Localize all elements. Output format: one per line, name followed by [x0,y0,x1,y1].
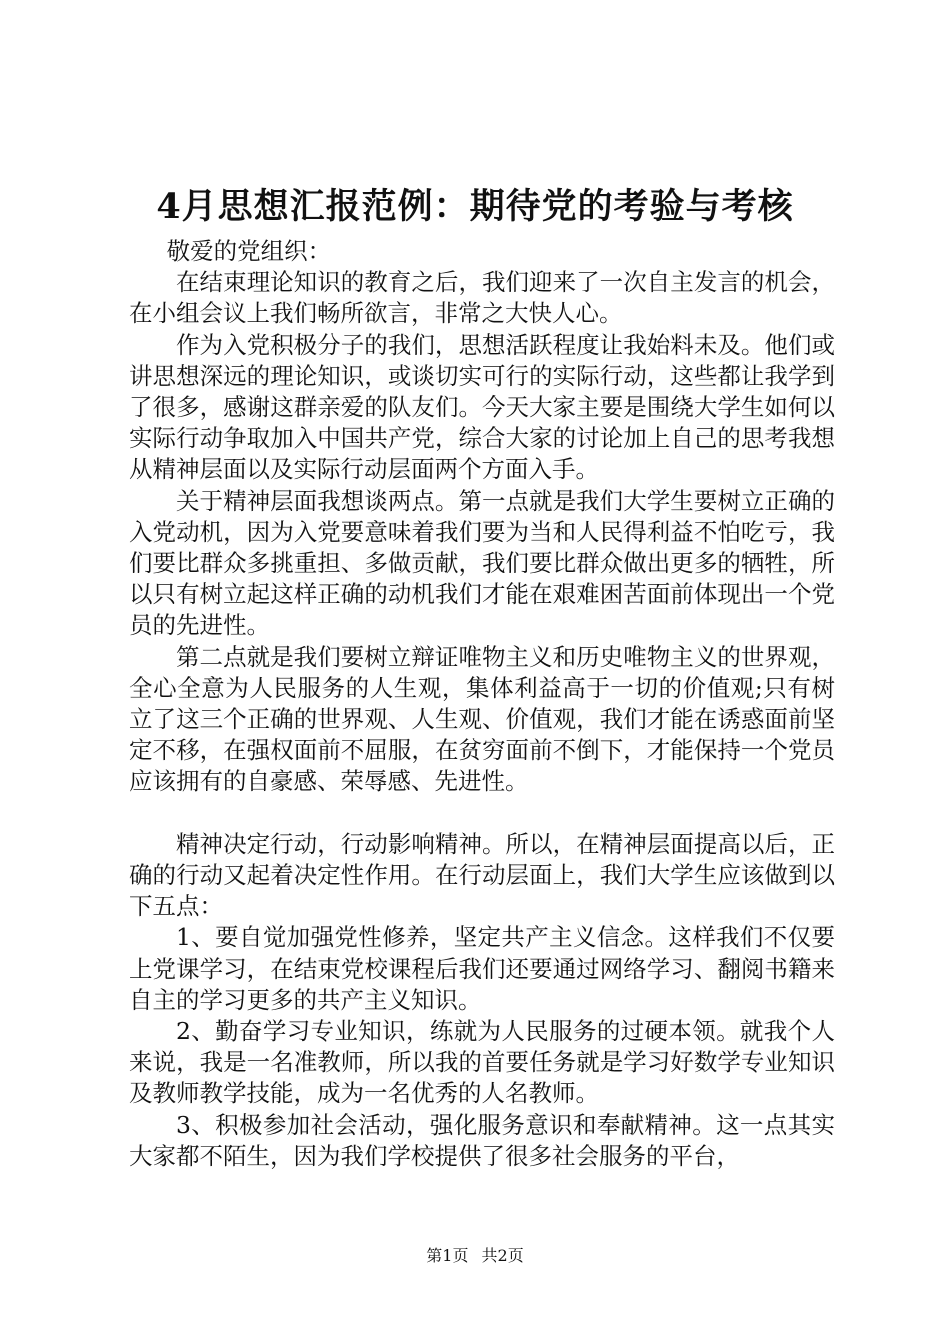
paragraph-3: 关于精神层面我想谈两点。第一点就是我们大学生要树立正确的入党动机，因为入党要意味着我们要为当和人民得利益不怕吃亏，我们要比群众多挑重担、多做贡献，我们要比群众做出更多的牺牲，所以只有树立起这样正确的动机我们才能在艰难困苦面前体现出一个党员的先进性。 [129,486,835,640]
blank-line [129,798,835,829]
paragraph-1: 在结束理论知识的教育之后，我们迎来了一次自主发言的机会，在小组会议上我们畅所欲言，非常之大快人心。 [129,268,835,328]
paragraph-5: 精神决定行动，行动影响精神。所以，在精神层面提高以后，正确的行动又起着决定性作用。在行动层面上，我们大学生应该做到以下五点： [129,829,835,921]
page-footer [0,1245,950,1267]
document-body [129,236,835,1172]
paragraph-4: 第二点就是我们要树立辩证唯物主义和历史唯物主义的世界观，全心全意为人民服务的人生观，集体利益高于一切的价值观;只有树立了这三个正确的世界观、人生观、价值观，我们才能在诱惑面前坚定不移，在强权面前不屈服，在贫穷面前不倒下，才能保持一个党员应该拥有的自豪感、荣辱感、先进性。 [129,642,835,796]
document-title: 4月思想汇报范例：期待党的考验与考核 [156,186,794,227]
list-item-3: 3、积极参加社会活动，强化服务意识和奉献精神。这一点其实大家都不陌生，因为我们学校提供了很多社会服务的平台， [129,1110,835,1170]
paragraph-2: 作为入党积极分子的我们，思想活跃程度让我始料未及。他们或讲思想深远的理论知识，或谈切实可行的实际行动，这些都让我学到了很多，感谢这群亲爱的队友们。今天大家主要是围绕大学生如何以实际行动争取加入中国共产党，综合大家的讨论加上自己的思考我想从精神层面以及实际行动层面两个方面入手。 [129,330,835,484]
page-number: 第1页 [426,1246,469,1265]
page-total: 共2页 [481,1246,524,1265]
salutation: 敬爱的党组织： [166,237,332,265]
list-item-1: 1、要自觉加强党性修养，坚定共产主义信念。这样我们不仅要上党课学习，在结束党校课程后我们还要通过网络学习、翻阅书籍来自主的学习更多的共产主义知识。 [129,923,835,1014]
list-item-2: 2、勤奋学习专业知识，练就为人民服务的过硬本领。就我个人来说，我是一名准教师，所以我的首要任务就是学习好数学专业知识及教师教学技能，成为一名优秀的人名教师。 [129,1017,835,1108]
